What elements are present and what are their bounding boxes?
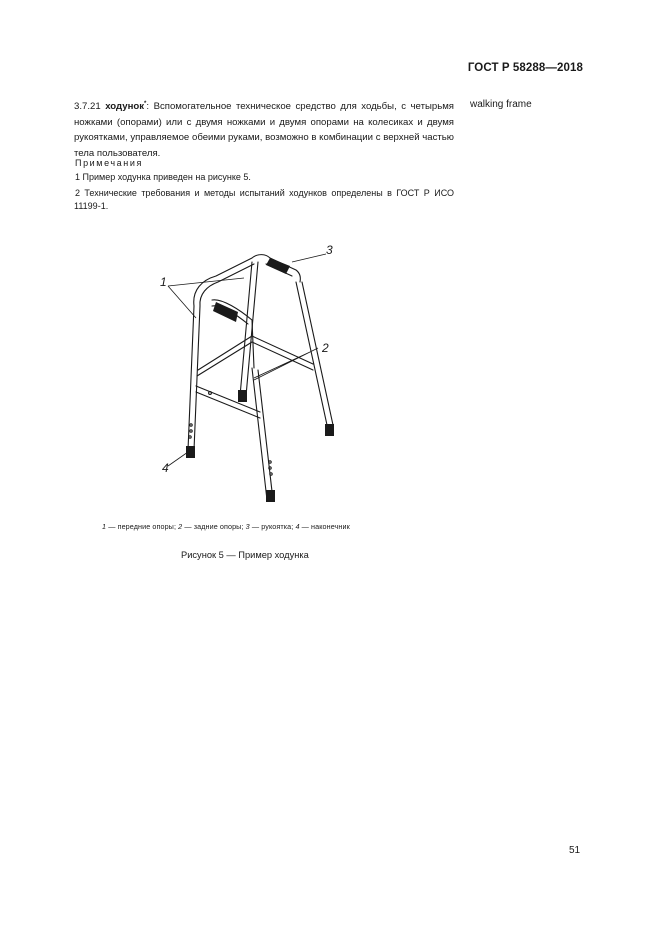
left-top-rail	[194, 255, 270, 306]
page-number: 51	[569, 845, 581, 856]
lower-brace-inner	[196, 392, 260, 418]
notes-list	[74, 171, 454, 216]
standard-header: ГОСТ Р 58288—2018	[467, 62, 583, 74]
adjust-hole	[269, 467, 271, 469]
leader-2	[254, 348, 318, 380]
tip-rear-left	[238, 390, 247, 402]
tip-rear-right	[325, 424, 334, 436]
adjust-hole	[189, 436, 191, 438]
lower-brace	[196, 386, 260, 412]
adjust-hole	[270, 473, 272, 475]
note-item: 1 Пример ходунка приведен на рисунке 5.	[75, 172, 251, 182]
legend-text: — наконечник	[299, 522, 350, 531]
callout-2: 2	[322, 341, 329, 355]
term-definition: : Вспомогательное техническое средство для ходьбы, с четырьмя ножками (опорами) или с двумя ножками и двумя опорами на колесиках и двумя рукоятками, управляемое обеими руками, возможно в комбинации с верхней частью тела пользователя.	[74, 101, 454, 159]
legend-num: 3	[245, 522, 250, 531]
adjust-hole	[269, 461, 271, 463]
adjust-hole	[209, 392, 212, 395]
legend-num: 4	[295, 522, 300, 531]
term-entry	[74, 97, 454, 161]
leader-3	[292, 254, 326, 262]
right-handle-grip	[266, 258, 290, 274]
rear-left-leg	[240, 262, 252, 396]
figure-caption: Рисунок 5 — Пример ходунка	[181, 550, 309, 560]
callout-1: 1	[160, 275, 167, 289]
term-name: ходунок*	[105, 101, 147, 112]
legend-text: — задние опоры;	[182, 522, 246, 531]
legend-text: — передние опоры;	[106, 522, 179, 531]
tip-front-right	[266, 490, 275, 502]
legend-text: — рукоятка;	[249, 522, 296, 531]
figure-legend	[102, 522, 350, 531]
front-left-leg-inner	[194, 306, 200, 450]
left-handle-grip	[213, 302, 238, 322]
adjust-hole	[190, 424, 192, 426]
adjust-hole	[190, 430, 192, 432]
term-paragraph	[74, 97, 454, 161]
front-right-leg	[252, 368, 267, 500]
notes-title: Примечания	[75, 158, 143, 168]
english-equivalent: walking frame	[470, 99, 532, 110]
callout-3: 3	[326, 243, 333, 257]
walking-frame-figure	[150, 240, 370, 520]
leader-4	[168, 452, 188, 466]
term-mark: *	[144, 101, 147, 107]
legend-num: 2	[178, 522, 183, 531]
front-right-leg-inner	[258, 370, 273, 500]
front-left-leg	[188, 306, 194, 450]
legend-num: 1	[102, 522, 107, 531]
note-item: 2 Технические требования и методы испытаний ходунков определены в ГОСТ Р ИСО 11199-1.	[74, 187, 454, 211]
callout-4: 4	[162, 461, 169, 475]
term-number: 3.7.21	[74, 101, 101, 112]
